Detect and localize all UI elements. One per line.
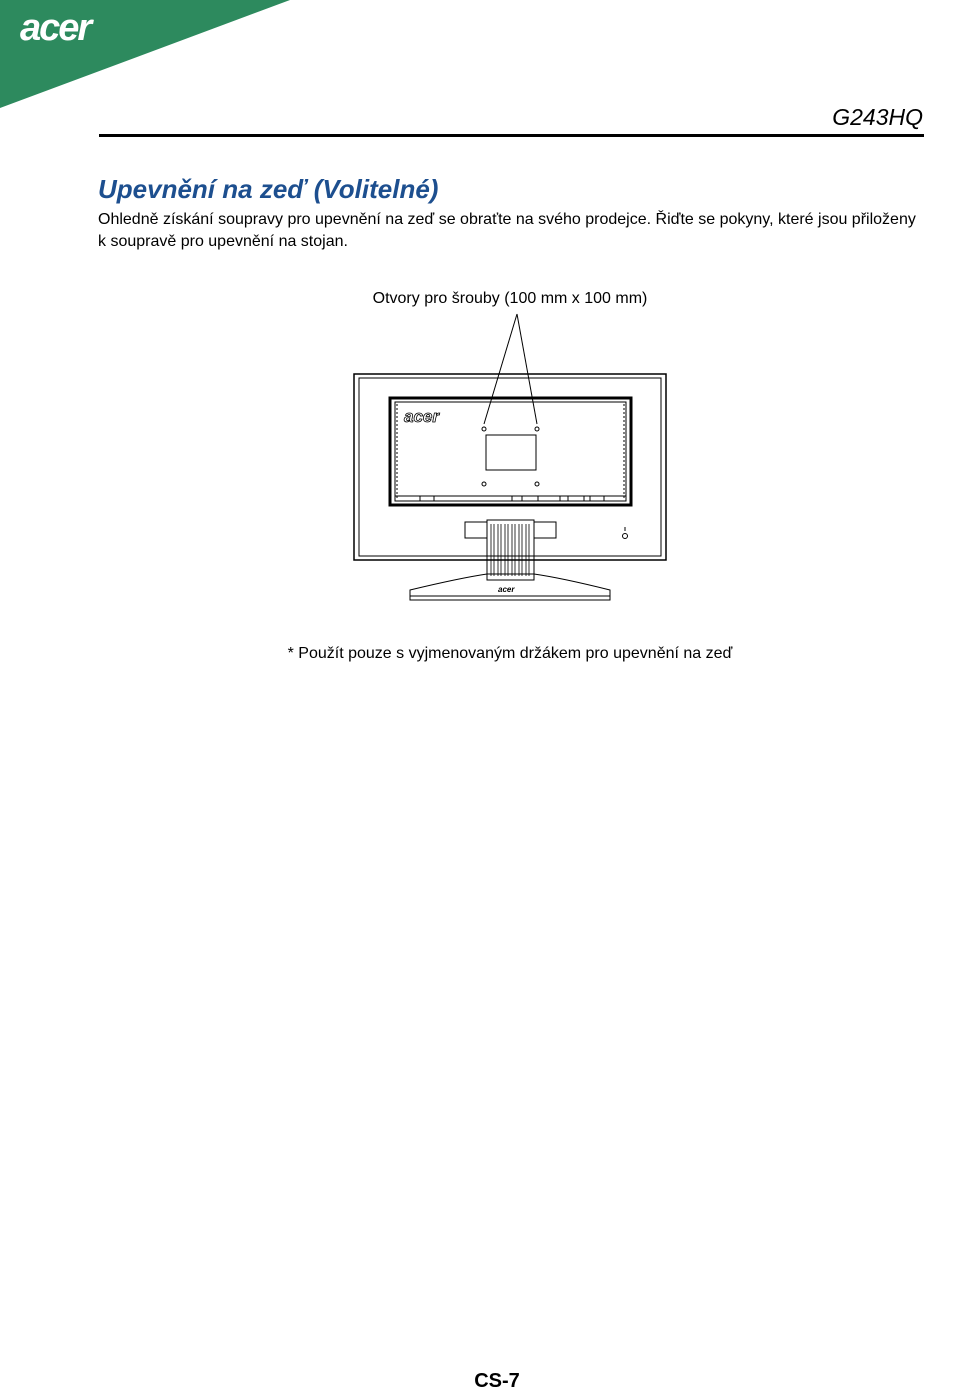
power-button [623,534,628,539]
vesa-plate [486,435,536,470]
screw-hole [482,427,486,431]
model-name: G243HQ [832,104,923,130]
acer-logo: acer [20,7,91,49]
figure-caption: Otvory pro šrouby (100 mm x 100 mm) [372,290,648,307]
acer-corner-banner [0,0,290,120]
section-title: Upevnění na zeď (Volitelné) [98,174,439,204]
monitor-inner-frame [359,378,661,556]
hinge-right [534,522,556,538]
rear-acer-logo: acer [404,407,439,426]
stand-acer-logo: acer [498,585,515,594]
figure-note: * Použít pouze s vyjmenovaným držákem pro upevnění na zeď [287,645,733,662]
screw-hole [482,482,486,486]
monitor-rear-diagram [350,310,670,610]
screw-hole [535,427,539,431]
intro-paragraph: Ohledně získání soupravy pro upevnění na zeď se obraťte na svého prodejce. Řiďte se pokyny, které jsou přiloženy k soupravě pro upevnění na stojan. [98,211,916,250]
pointer-line-left [484,314,517,424]
pointer-line-right [517,314,537,424]
header-rule [99,134,924,137]
page-number: CS-7 [474,1370,520,1392]
screw-hole [535,482,539,486]
hinge-left [465,522,487,538]
